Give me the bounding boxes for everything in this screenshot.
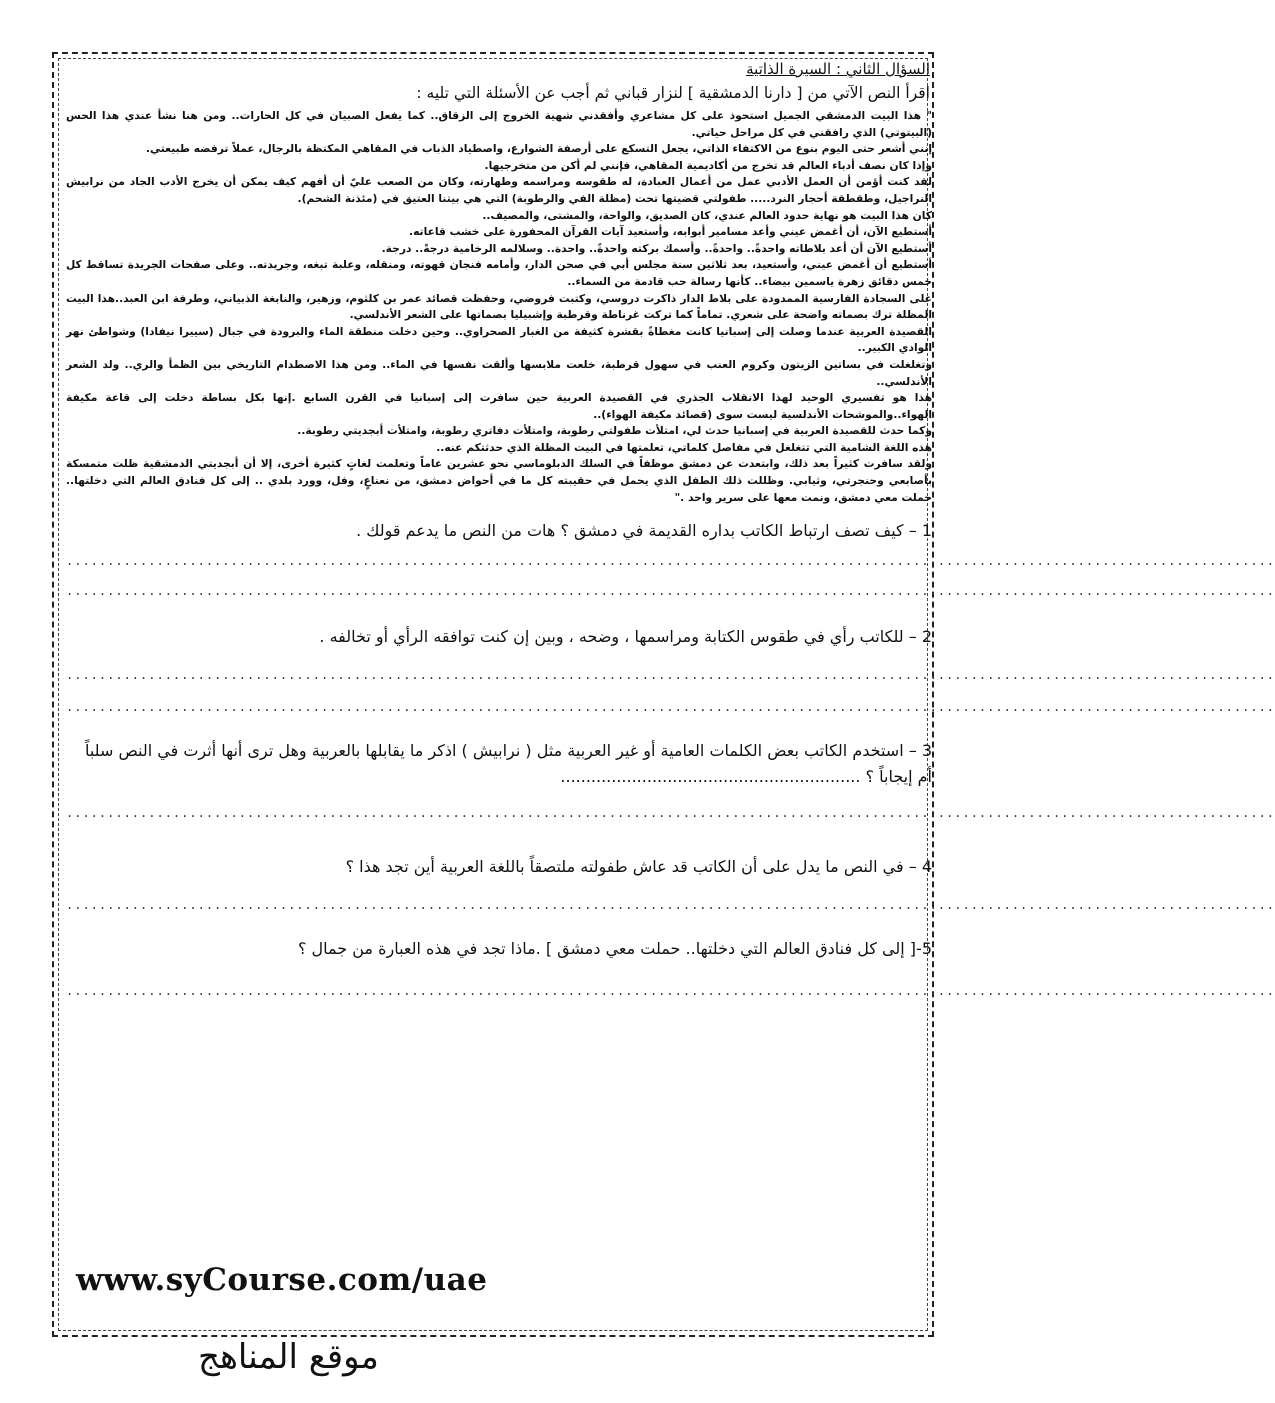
passage-paragraph: ولقد سافرت كثيراً بعد ذلك، وابتعدت عن دمشق موظفاً في السلك الدبلوماسي نحو عشرين عاماً وتعلمت لغاتٍ كثيرة أخرى، إلا أن أبجديتي الدمشقية ظلت متمسكة بأصابعي وحنجرتي، وثيابي. وظللت ذلك الطفل الذي يحمل في حقيبته كل ما في أحواض دمشق، من نعناعٍ، وفل، وورد بلدي .. إلى كل فنادق العالم التي دخلتها.. حملت معي دمشق، ونمت معها على سرير واحد ."	[66, 457, 932, 504]
question-3: 3 – استخدم الكاتب بعض الكلمات العامية أو غير العربية مثل ( نرابيش ) اذكر ما يقابلها بالعربية وهل ترى أنها أثرت في النص سلباً أم إيجاباً ؟ ...........................................................	[84, 741, 932, 787]
passage-paragraph: هذا هو تفسيري الوحيد لهذا الانقلاب الجذري في القصيدة العربية حين سافرت إلى إسبانيا في القرن السابع .إنها بكل بساطة دخلت إلى قاعة مكيفة الهواء..والموشحات الأندلسية ليست سوى (قصائد مكيفة الهواء)..	[66, 391, 932, 421]
passage-paragraph: كان هذا البيت هو نهاية حدود العالم عندي، كان الصديق، والواحة، والمشتى، والمصيف..	[482, 208, 932, 222]
answer-line[interactable]: ...................................................................................................................................................	[66, 668, 1275, 683]
worksheet-content	[66, 60, 1275, 1002]
passage-paragraph: هذه اللغة الشامية التي تتغلغل في مفاصل كلماتي، تعلمتها في البيت المظلة الذي حدثتكم عنه..	[436, 440, 932, 454]
answer-line[interactable]: ...................................................................................................................................................	[66, 984, 1275, 999]
reading-passage	[66, 108, 932, 506]
passage-paragraph: أستطيع أن أغمض عيني، وأستعيد، بعد ثلاثين سنة مجلس أبي في صحن الدار، وأمامه فنجان قهوته، ومنقله، وعلبة تبغه، وجريدته.. وعلى صفحات الجريدة تساقط كل خمس دقائق زهرة ياسمين بيضاء.. كأنها رسالة حب قادمة من السماء..	[66, 258, 932, 288]
passage-paragraph: " هذا البيت الدمشقي الجميل استحوذ على كل مشاعري وأفقدني شهية الخروج إلى الزقاق.. كما يفعل الصبيان في كل الحارات.. ومن هنا نشأ عندي هذا الحس (البيتوتي) الذي رافقني في كل مراحل حياتي.	[66, 109, 932, 139]
question-4: 4 – في النص ما يدل على أن الكاتب قد عاش طفولته ملتصقاً باللغة العربية أين تجد هذا ؟	[345, 857, 932, 877]
answer-line[interactable]: ...................................................................................................................................................	[66, 584, 1275, 599]
passage-paragraph: إنني أشعر حتى اليوم بنوع من الاكتفاء الذاتي، يجعل التسكع على أرصفة الشوارع، واصطياد الذباب في المقاهي المكتظة بالرجال، عملاً ترفضه طبيعتي.	[145, 142, 932, 156]
website-url[interactable]: www.syCourse.com/uae	[76, 1262, 488, 1298]
answer-line[interactable]: ...................................................................................................................................................	[66, 554, 1275, 569]
passage-paragraph: أستطيع الآن أن أعد بلاطاته واحدةً.. واحدةً.. وأسمك بركته واحدةً.. واحدة.. وسلالمه الرخامية درجةً.. درجة.	[381, 241, 932, 255]
passage-paragraph: لقد كنت أؤمن أن العمل الأدبي عمل من أعمال العبادة، له طقوسه ومراسمه وطهارته، وكان من الصعب عليّ أن أفهم كيف يمكن أن يخرج الأدب الجاد من نرابيش النراجيل، وطقطقة أحجار النرد..... طفولتي قضيتها تحت (مظلة الفي والرطوبة) التي هي بيتنا العتيق في (مئذنة الشحم).	[66, 175, 932, 205]
instruction: اقرأ النص الآتي من [ دارنا الدمشقية ] لنزار قباني ثم أجب عن الأسئلة التي تليه :	[416, 84, 930, 102]
passage-paragraph: على السجادة الفارسية الممدودة على بلاط الدار ذاكرت دروسي، وكتبت فروضي، وحفظت قصائد عمر بن كلثوم، وزهير، والنابغة الذبياني، وطرفة ابن العبد..هذا البيت المظلة ترك بصماته واضحة على شعري. تماماً كما تركت غرناطة وقرطبة وإشبيليا بصماتها على الشعر الأندلسي.	[66, 291, 932, 322]
question-2: 2 – للكاتب رأي في طقوس الكتابة ومراسمها ، وضحه ، وبين إن كنت توافقه الرأي أو تخالفه .	[319, 627, 932, 647]
question-5: 5-[ إلى كل فنادق العالم التي دخلتها.. حملت معي دمشق ] .ماذا تجد في هذه العبارة من جمال ؟	[297, 939, 932, 959]
passage-paragraph: أستطيع الآن، أن أغمض عيني وأعد مسامير أبوابه، وأستعيد آيات القرآن المحفورة على خشب قاعاته.	[409, 225, 932, 239]
passage-paragraph: وكما حدث للقصيدة العربية في إسبانيا حدث لي، امتلأت طفولتي رطوبة، وامتلأت دفاتري رطوبة، وامتلأت أبجديتي رطوبة..	[297, 424, 932, 438]
passage-paragraph: القصيدة العربية عندما وصلت إلى إسبانيا كانت مغطاةً بقشرة كثيفة من الغبار الصحراوي.. وحين دخلت منطقة الماء والبرودة في جبال (سييرا نيفادا) وشواطئ نهر الوادي الكبير..	[66, 324, 932, 355]
answer-line[interactable]: ...................................................................................................................................................	[66, 898, 1275, 913]
answer-line[interactable]: ...................................................................................................................................................	[66, 700, 1275, 715]
section-title: السؤال الثاني : السيرة الذاتية	[746, 60, 930, 78]
question-1: 1 – كيف تصف ارتباط الكاتب بداره القديمة في دمشق ؟ هات من النص ما يدعم قولك .	[356, 521, 932, 541]
passage-paragraph: وإذا كان نصف أدباء العالم قد تخرج من أكاديمية المقاهي، فإنني لم أكن من متخرجيها.	[484, 158, 932, 172]
answer-line[interactable]: ...................................................................................................................................................	[66, 806, 1275, 821]
site-name-watermark: موقع المناهج	[198, 1337, 379, 1377]
passage-paragraph: وتغلغلت في بساتين الزيتون وكروم العنب في سهول قرطبة، خلعت ملابسها وألقت نفسها في الماء.. ومن هذا الاصطدام التاريخي بين الظمأ والري.. ولد الشعر الأندلسي..	[66, 357, 932, 388]
